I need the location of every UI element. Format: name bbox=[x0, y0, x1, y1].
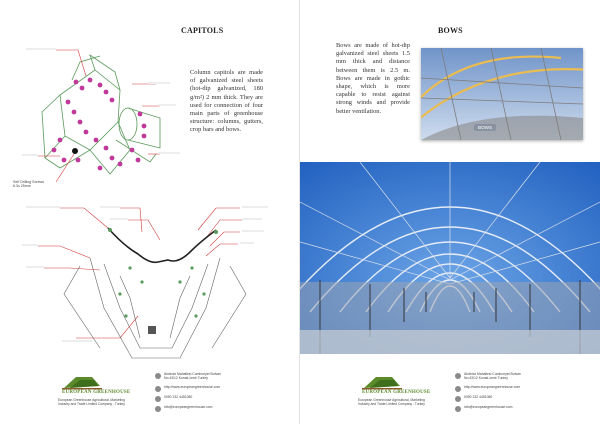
email-row[interactable]: info@europeangreenhouse.com bbox=[455, 405, 585, 415]
capitol-diagram bbox=[20, 40, 190, 192]
bows-photo-caption: BOWS bbox=[474, 124, 496, 131]
drill-screw-label: Self Drilling Screws 6.3x 25mm bbox=[13, 180, 44, 189]
greenhouse-interior-image bbox=[300, 162, 600, 354]
capitols-text: Column capitols are made of galvanized steel sheets (hot-dip galvanized, 180 g/m²) 2 mm thick. They are used for connection of four main parts of greenhouse structure: columns, gutters, crop bars and bows. bbox=[190, 69, 263, 134]
phone-icon bbox=[455, 396, 461, 402]
right-footer bbox=[300, 368, 600, 418]
website-row[interactable]: http://www.europeangreenhouse.com bbox=[155, 385, 285, 395]
phone-row: 0090 232 4451080 bbox=[155, 395, 285, 405]
location-icon bbox=[155, 373, 161, 379]
contact-block bbox=[155, 372, 285, 415]
company-logo: EUROPEAN GREENHOUSE European Greenhouse Agricultural, Marketing Industry and Trade Limited Company - Turkey bbox=[358, 372, 450, 416]
address-row: Akdeniz Mahallesi Cumhuriyet Bulvarı No:43/12 Konak-İzmir Turkey bbox=[155, 372, 285, 385]
globe-icon bbox=[455, 386, 461, 392]
capitols-heading: CAPITOLS bbox=[181, 26, 224, 35]
mail-icon bbox=[155, 406, 161, 412]
bows-photo bbox=[421, 48, 583, 140]
globe-icon bbox=[155, 386, 161, 392]
gutter-diagram bbox=[20, 198, 282, 364]
greenhouse-logo-icon bbox=[62, 374, 102, 390]
company-logo: EUROPEAN GREENHOUSE European Greenhouse Agricultural, Marketing Industry and Trade Limited Company - Turkey bbox=[58, 372, 150, 416]
bows-text: Bows are made of hot-dip galvanized steel sheets 1.5 mm thick and distance between them is 2.5 m. Bows are made in gothic shape, which is more capable to resist against strong winds and provide better ventilation. bbox=[336, 42, 410, 115]
contact-block bbox=[455, 372, 585, 415]
bows-heading: BOWS bbox=[438, 26, 463, 35]
email-row[interactable]: info@europeangreenhouse.com bbox=[155, 405, 285, 415]
mail-icon bbox=[455, 406, 461, 412]
greenhouse-logo-icon bbox=[362, 374, 402, 390]
phone-row: 0090 232 4451080 bbox=[455, 395, 585, 405]
location-icon bbox=[455, 373, 461, 379]
phone-icon bbox=[155, 396, 161, 402]
left-footer bbox=[0, 368, 300, 418]
address-row: Akdeniz Mahallesi Cumhuriyet Bulvarı No:43/12 Konak-İzmir Turkey bbox=[455, 372, 585, 385]
website-row[interactable]: http://www.europeangreenhouse.com bbox=[455, 385, 585, 395]
greenhouse-interior-photo bbox=[300, 162, 600, 354]
bows-photo-image bbox=[421, 48, 583, 140]
